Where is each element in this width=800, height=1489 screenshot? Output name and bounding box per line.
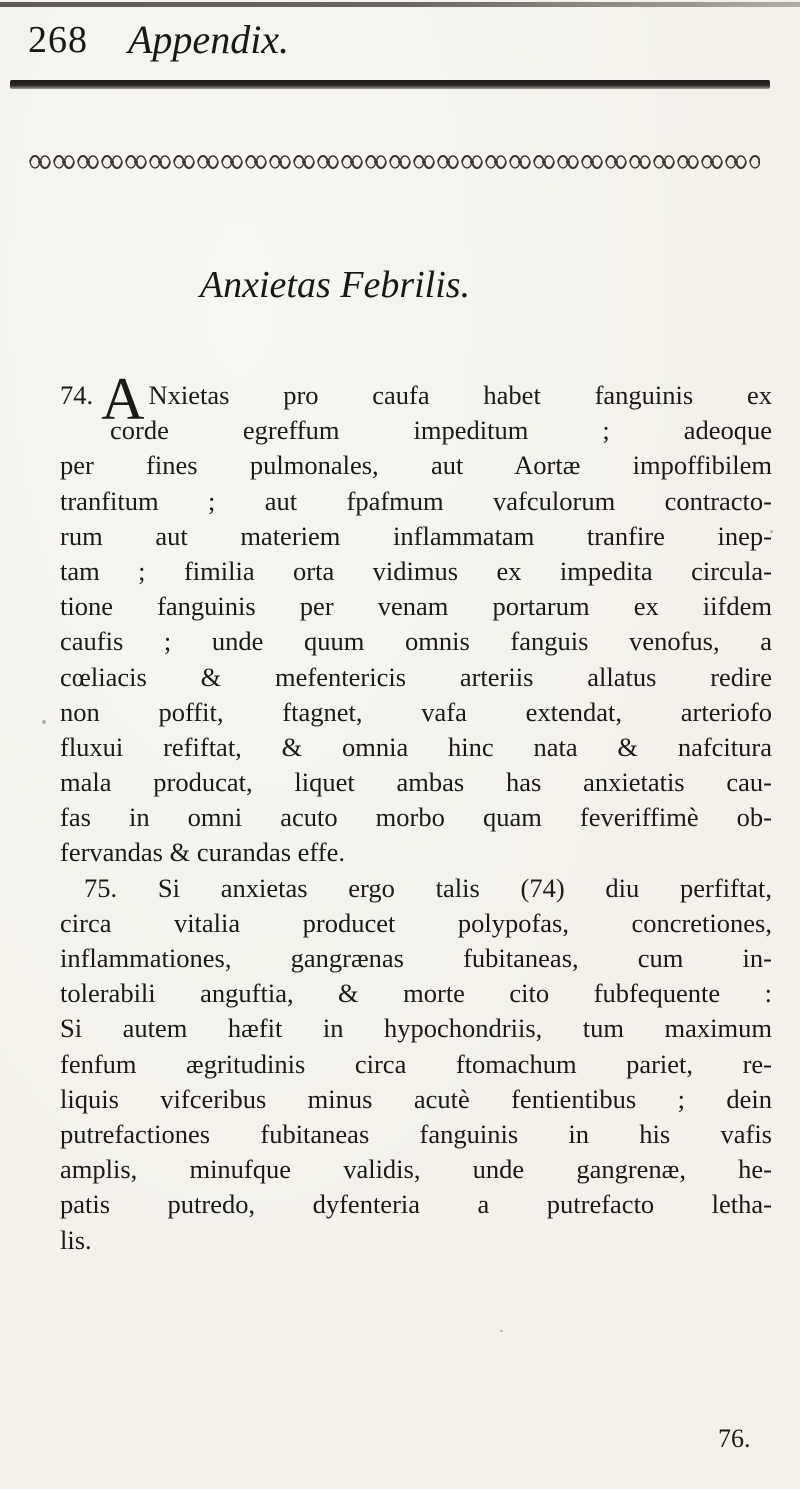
paragraph-74-line: tam ; fimilia orta vidimus ex impedita circula-	[60, 555, 772, 586]
paragraph-74-line: caufis ; unde quum omnis fanguis venofus, a	[60, 626, 772, 657]
catchword: 76.	[718, 1424, 751, 1453]
page-number: 268	[28, 19, 88, 61]
paragraph-75-line: amplis, minufque validis, unde gangrenæ, he-	[60, 1154, 772, 1185]
paragraph-74-line: tranfitum ; aut fpafmum vafculorum contracto-	[60, 485, 772, 516]
paragraph-74-line: mala producat, liquet ambas has anxietatis cau-	[60, 767, 772, 798]
paragraph-74-line: fervandas & curandas effe.	[60, 837, 345, 868]
drop-cap: A	[101, 366, 145, 432]
section-title	[0, 263, 800, 307]
paragraph-74-line-1: 74. A Nxietas pro caufa habet fanguinis ex	[60, 366, 772, 432]
paragraph-74-line: non poffit, ftagnet, vafa extendat, arteriofo	[60, 696, 772, 727]
section-title-text: Anxietas Febrilis.	[199, 264, 471, 306]
top-edge-shadow	[0, 2, 800, 7]
paragraph-number: 74.	[60, 380, 94, 410]
paragraph-75-line: Si autem hæfit in hypochondriis, tum maximum	[60, 1013, 772, 1044]
paragraph-75-line: fenfum ægritudinis circa ftomachum pariet, re-	[60, 1048, 772, 1079]
page-header	[28, 12, 768, 82]
paragraph-75-line: putrefactiones fubitaneas fanguinis in his vafis	[60, 1118, 772, 1149]
body-text	[60, 366, 772, 1258]
paragraph-75-line: patis putredo, dyfenteria a putrefacto letha-	[60, 1189, 772, 1220]
paragraph-74-line: rum aut materiem inflammatam tranfire inep-	[60, 520, 772, 551]
paragraph-75-line: 75. Si anxietas ergo talis (74) diu perfiftat,	[84, 872, 772, 903]
paragraph-74-line: fas in omni acuto morbo quam feveriffimè ob-	[60, 802, 772, 833]
paragraph-75-line: circa vitalia producet polypofas, concretiones,	[60, 907, 772, 938]
paper-speck	[42, 720, 46, 724]
paragraph-74-line: per fines pulmonales, aut Aortæ impoffibilem	[60, 450, 772, 481]
running-head: Appendix.	[128, 17, 290, 62]
paragraph-74-line: tione fanguinis per venam portarum ex iifdem	[60, 591, 772, 622]
paper-speck	[770, 530, 773, 533]
paragraph-75-line: lis.	[60, 1224, 92, 1255]
paper-speck	[500, 1330, 503, 1332]
header-rule	[10, 80, 770, 89]
ornament-pattern	[28, 151, 760, 173]
paragraph-75-line: liquis vifceribus minus acutè fentientibus ; dein	[60, 1083, 772, 1114]
paragraph-74-line: corde egreffum impeditum ; adeoque	[110, 415, 772, 446]
paragraph-74-line: fluxui refiftat, & omnia hinc nata & nafcitura	[60, 731, 772, 762]
paragraph-75-line: tolerabili anguftia, & morte cito fubfequente :	[60, 978, 772, 1009]
paragraph-75-line: inflammationes, gangrænas fubitaneas, cum in-	[60, 943, 772, 973]
ornamental-border	[28, 151, 760, 173]
paragraph-74-line: cœliacis & mefentericis arteriis allatus redire	[60, 661, 772, 692]
